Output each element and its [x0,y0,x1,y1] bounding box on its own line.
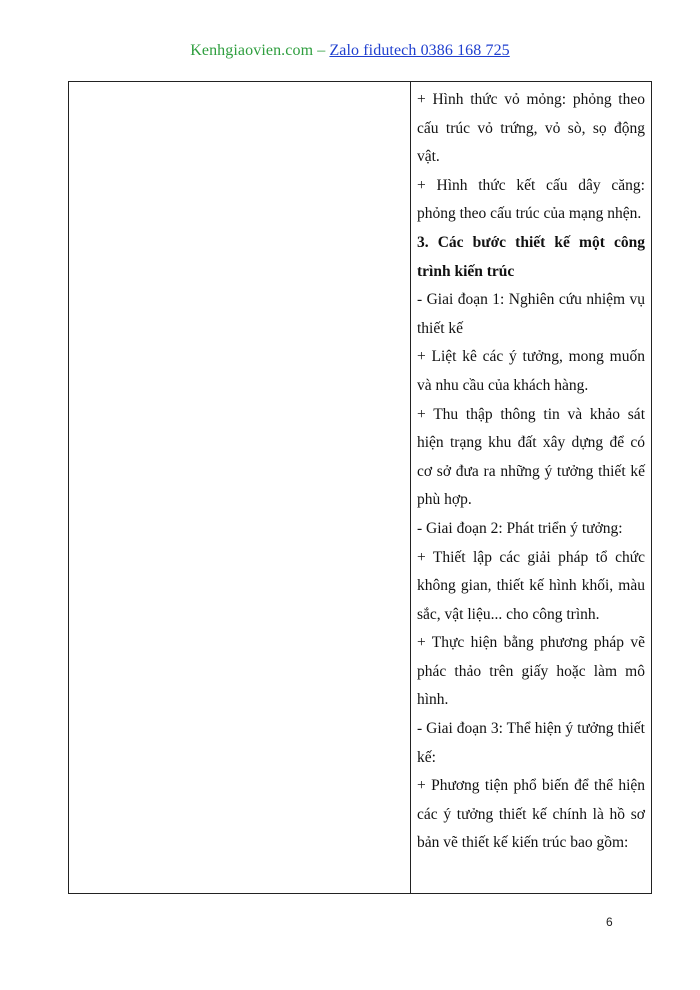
paragraph-stage-2-solutions: + Thiết lập các giải pháp tổ chức không gian, thiết kế hình khối, màu sắc, vật liệu... cho công trình. [417,548,645,623]
paragraph-shell-structure: + Hình thức vỏ mỏng: phỏng theo cấu trúc vỏ trứng, vỏ sò, sọ động vật. [417,91,645,166]
paragraph-stage-1-list-ideas: + Liệt kê các ý tưởng, mong muốn và nhu cầu của khách hàng. [417,348,645,394]
right-column-cell [411,82,652,894]
paragraph-stage-2: - Giai đoạn 2: Phát triển ý tưởng: [417,519,623,537]
header-separator: – [313,42,330,59]
left-column-cell [69,82,411,894]
paragraph-stage-2-sketching: + Thực hiện bằng phương pháp vẽ phác thảo trên giấy hoặc làm mô hình. [417,634,645,709]
content-table [68,81,652,894]
page-number: 6 [606,915,613,929]
paragraph-stage-3: - Giai đoạn 3: Thể hiện ý tưởng thiết kế: [417,720,645,766]
site-name[interactable]: Kenhgiaovien.com [190,42,314,59]
paragraph-stage-1: - Giai đoạn 1: Nghiên cứu nhiệm vụ thiết kế [417,291,645,337]
zalo-contact-link[interactable]: Zalo fidutech 0386 168 725 [329,42,510,59]
table-row [69,82,652,894]
section-heading-design-steps: 3. Các bước thiết kế một công trình kiến trúc [417,233,645,280]
paragraph-tension-structure: + Hình thức kết cấu dây căng: phỏng theo cấu trúc của mạng nhện. [417,176,645,223]
paragraph-stage-1-collect-info: + Thu thập thông tin và khảo sát hiện trạng khu đất xây dựng để có cơ sở đưa ra những ý tưởng thiết kế phù hợp. [417,405,645,509]
page-header [0,42,700,60]
paragraph-stage-3-drawings: + Phương tiện phổ biến để thể hiện các ý tưởng thiết kế chính là hồ sơ bản vẽ thiết kế kiến trúc bao gồm: [417,777,645,852]
